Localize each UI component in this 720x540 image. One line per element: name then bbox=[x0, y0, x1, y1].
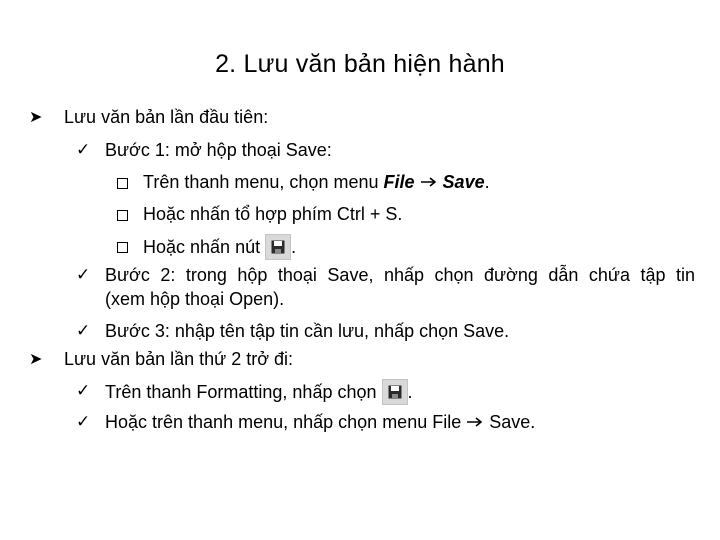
checkmark-icon: ✓ bbox=[76, 265, 91, 284]
substep-ctrl-s: Hoặc nhấn tổ hợp phím Ctrl + S. bbox=[143, 204, 403, 224]
page-title: 2. Lưu văn bản hiện hành bbox=[215, 50, 505, 78]
floppy-disk-icon bbox=[271, 240, 285, 254]
right-arrow-icon bbox=[420, 176, 438, 188]
checkbox-bullet-icon bbox=[117, 172, 128, 194]
floppy-disk-icon bbox=[388, 385, 402, 399]
checkbox-bullet-icon bbox=[117, 204, 128, 226]
arrowhead-bullet-icon: ➤ bbox=[29, 351, 43, 368]
checkmark-icon: ✓ bbox=[76, 381, 91, 400]
menu-file-save-end: Save. bbox=[489, 412, 536, 432]
step-2-line-2: (xem hộp thoại Open). bbox=[105, 289, 285, 309]
menu-file-label: File bbox=[383, 172, 415, 192]
checkmark-icon: ✓ bbox=[76, 140, 91, 159]
checkmark-icon: ✓ bbox=[76, 412, 91, 431]
substep-menu-save-end: . bbox=[484, 172, 490, 192]
menu-file-save-prefix: Hoặc trên thanh menu, nhấp chọn menu File bbox=[105, 412, 462, 432]
menu-file-save-item bbox=[105, 411, 535, 433]
substep-press-button bbox=[143, 235, 296, 261]
substep-press-button-prefix: Hoặc nhấn nút bbox=[143, 236, 261, 257]
formatting-toolbar-item-prefix: Trên thanh Formatting, nhấp chọn bbox=[105, 381, 377, 402]
checkmark-icon: ✓ bbox=[76, 321, 91, 340]
substep-menu-save bbox=[143, 171, 490, 193]
arrowhead-bullet-icon: ➤ bbox=[29, 109, 43, 126]
section-2-label: Lưu văn bản lần thứ 2 trở đi: bbox=[64, 349, 294, 369]
checkbox-bullet-icon bbox=[117, 236, 128, 258]
save-button[interactable] bbox=[382, 379, 408, 405]
section-1-label: Lưu văn bản lần đầu tiên: bbox=[64, 107, 269, 127]
step-1-text: Bước 1: mở hộp thoại Save: bbox=[105, 140, 332, 160]
substep-press-button-end: . bbox=[291, 236, 297, 257]
step-2-line-1: Bước 2: trong hộp thoại Save, nhấp chọn đường dẫn chứa tập tin bbox=[105, 265, 695, 285]
right-arrow-icon bbox=[466, 416, 484, 428]
step-3-text: Bước 3: nhập tên tập tin cần lưu, nhấp chọn Save. bbox=[105, 321, 510, 341]
formatting-toolbar-item bbox=[105, 380, 413, 406]
substep-menu-save-prefix: Trên thanh menu, chọn menu bbox=[143, 172, 379, 192]
save-button[interactable] bbox=[265, 234, 291, 260]
formatting-toolbar-item-end: . bbox=[407, 381, 413, 402]
menu-save-label: Save bbox=[442, 172, 485, 192]
